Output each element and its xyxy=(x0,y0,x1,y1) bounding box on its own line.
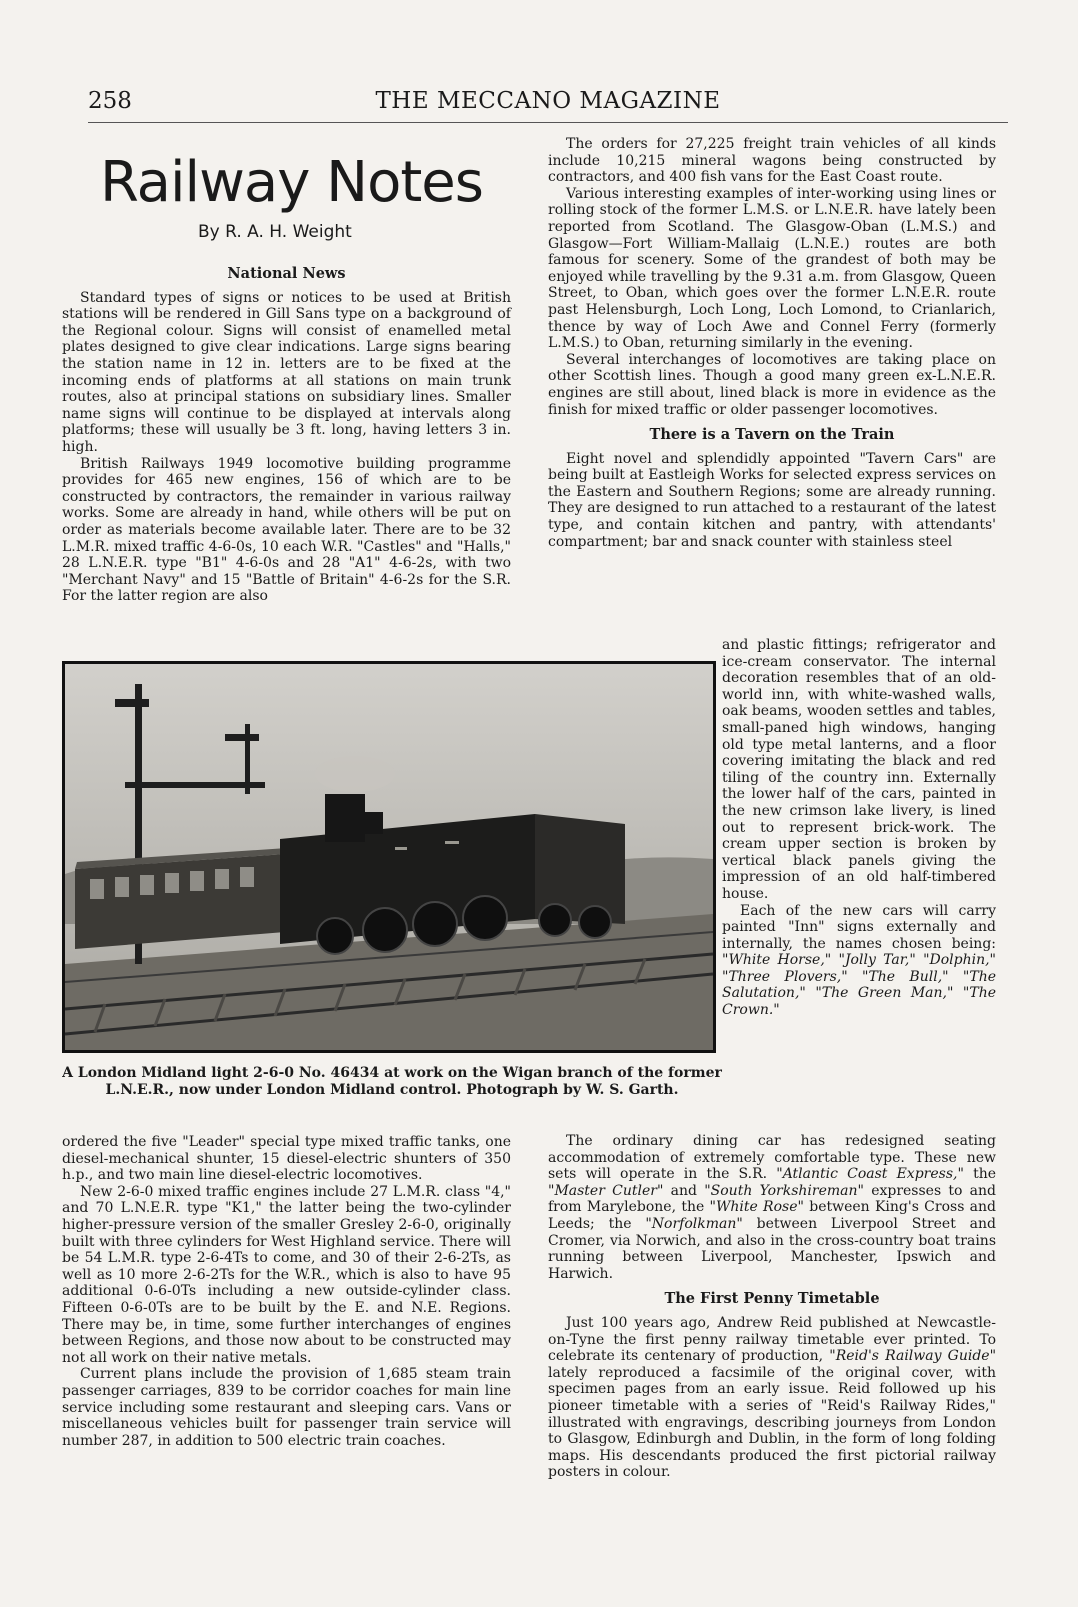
train-name: "Atlantic Coast Express," xyxy=(776,1166,964,1183)
paragraph: and plastic fittings; refrigerator and ice-cream conservator. The internal decoration resembles that of an old-world inn, with white-washed walls, oak beams, wooden settles and tables, small-paned high windows, hanging old type metal lanterns, and a floor covering imitating the black and red tiling of the country inn. Externally the lower half of the cars, painted in the new crimson lake livery, is lined out to represent brick-work. The cream upper section is broken by vertical black panels giving the impression of an old half-timbered house. xyxy=(722,637,996,902)
paragraph xyxy=(548,1315,996,1481)
paragraph: ordered the five "Leader" special type mixed traffic tanks, one diesel-mechanical shunter, 15 diesel-electric shunters of 350 h.p., and two main line diesel-electric locomotives. xyxy=(62,1134,511,1184)
paragraph: Various interesting examples of inter-working using lines or rolling stock of the former L.M.S. or L.N.E.R. have lately been reported from Scotland. The Glasgow-Oban (L.M.S.) and Glasgow—Fort William-Mallaig (L.N.E.) routes are both famous for scenery. Some of the grandest of both may be enjoyed while travelling by the 9.31 a.m. from Glasgow, Queen Street, to Oban, which goes over the former L.N.E.R. route past Helensburgh, Loch Long, Loch Lomond, to Crianlarich, thence by way of Loch Awe and Connel Ferry (formerly L.M.S.) to Oban, returning similarly in the evening. xyxy=(548,185,996,352)
guide-name: "Reid's Railway Guide" xyxy=(829,1348,997,1365)
section-heading-penny-timetable: The First Penny Timetable xyxy=(664,1290,880,1308)
text-run: lately reproduced a facsimile of the original cover, with specimen pages from an early issue. Reid followed up his pioneer timetable with a series of "Reid's Railway Rides," illustrated with engravings, describing journeys from London to Glasgow, Edinburgh and Dublin, in the form of long folding maps. His descendants produced the first pictorial railway posters in colour. xyxy=(548,1364,996,1481)
inn-names: "Jolly Tar," "Dolphin," "Three Plovers," "The Bull," "The Salutation," "The Green Man," "The Crown." xyxy=(722,952,996,1019)
page-header xyxy=(88,88,1008,122)
page-number: 258 xyxy=(88,88,132,114)
column-2-bottom xyxy=(548,1133,996,1481)
paragraph: New 2-6-0 mixed traffic engines include 27 L.M.R. class "4," and 70 L.N.E.R. type "K1," the latter being the two-cylinder higher-pressure version of the smaller Gresley 2-6-0, originally built with three cylinders for West Highland service. There will be 54 L.M.R. type 2-6-4Ts to come, and 30 of their 2-6-2Ts, as well as 10 more 2-6-2Ts for the W.R., which is also to have 95 additional 0-6-0Ts including a new outside-cylinder class. Fifteen 0-6-0Ts are to be built by the E. and N.E. Regions. There may be, in time, some further interchanges of engines between Regions, and those now about to be constructed may not all work on their native metals. xyxy=(62,1183,511,1366)
text-run: and xyxy=(663,1182,705,1199)
inn-name: "White Horse," xyxy=(722,952,832,969)
paragraph: Standard types of signs or notices to be used at British stations will be rendered in Gill Sans type on a background of the Regional colour. Signs will consist of enamelled metal plates designed to give clear indications. Large signs bearing the station name in 12 in. letters are to be fixed at the incoming ends of platforms at all stations on main trunk routes, also at principal stations on subsidiary lines. Smaller name signs will continue to be displayed at intervals along platforms; these will usually be 3 ft. long, having letters 3 in. high. xyxy=(62,289,511,455)
text-run: The ordinary dining car has redesigned seating accommodation of extremely comfortable type. These new sets will operate in the S.R. xyxy=(548,1133,996,1183)
column-1-top xyxy=(62,257,511,605)
paragraph: The orders for 27,225 freight train vehicles of all kinds include 10,215 mineral wagons being constructed by contractors, and 400 fish vans for the East Coast route. xyxy=(548,136,996,186)
train-name: "White Rose" xyxy=(709,1199,804,1216)
magazine-title: THE MECCANO MAGAZINE xyxy=(375,88,721,114)
photo-caption: A London Midland light 2-6-0 No. 46434 at work on the Wigan branch of the former L.N.E.R., now under London Midland control. Photograph by W. S. Garth. xyxy=(62,1065,722,1098)
text-run: Each of the new cars will carry painted "Inn" signs externally and internally, the names chosen being: xyxy=(722,902,996,952)
section-heading-tavern: There is a Tavern on the Train xyxy=(649,426,895,444)
locomotive-photograph xyxy=(62,661,716,1053)
paragraph xyxy=(548,1133,996,1282)
column-2-middle xyxy=(722,637,996,1019)
text-run: between King's Cross and Leeds; the xyxy=(548,1199,996,1232)
paragraph: Current plans include the provision of 1,685 steam train passenger carriages, 839 to be corridor coaches for main line service including some restaurant and sleeping cars. Vans or miscellaneous vehicles built for passenger train service will number 287, in addition to 500 electric train coaches. xyxy=(62,1366,511,1449)
text-run: the xyxy=(963,1166,996,1183)
text-run: between Liverpool Street and Cromer, via Norwich, and also in the cross-country boat trains running between Liverpool, Manchester, Ipswich and Harwich. xyxy=(548,1215,996,1282)
article-byline: By R. A. H. Weight xyxy=(198,222,352,242)
column-2-top xyxy=(548,136,996,550)
paragraph: British Railways 1949 locomotive building programme provides for 465 new engines, 156 of which are to be constructed by contractors, the remainder in various railway works. Some are already in hand, while others will be put on order as materials become available later. There are to be 32 L.M.R. mixed traffic 4-6-0s, 10 each W.R. "Castles" and "Halls," 28 L.N.E.R. type "B1" 4-6-0s and 28 "A1" 4-6-2s, with two "Merchant Navy" and 15 "Battle of Britain" 4-6-2s for the S.R. For the latter region are also xyxy=(62,455,511,605)
paragraph xyxy=(722,903,996,1019)
train-name: "Master Cutler" xyxy=(548,1182,664,1199)
train-name: "Norfolkman" xyxy=(645,1215,743,1232)
header-rule xyxy=(88,122,1008,123)
paragraph: Several interchanges of locomotives are taking place on other Scottish lines. Though a good many green ex-L.N.E.R. engines are still about, lined black is more in evidence as the finish for mixed traffic or older passenger locomotives. xyxy=(548,351,996,418)
article-title: Railway Notes xyxy=(100,150,483,215)
locomotive-photo-illustration xyxy=(65,664,713,1050)
section-heading-national-news: National News xyxy=(227,265,346,282)
column-1-bottom xyxy=(62,1134,511,1449)
text-run: Just 100 years ago, Andrew Reid published at Newcastle-on-Tyne the first penny railway timetable ever printed. To celebrate its centenary of production, xyxy=(548,1314,996,1365)
text-run: expresses to and from Marylebone, the xyxy=(548,1182,997,1216)
paragraph: Eight novel and splendidly appointed "Tavern Cars" are being built at Eastleigh Works for selected express services on the Eastern and Southern Regions; some are already running. They are designed to run attached to a restaurant of the latest type, and contain kitchen and pantry, with attendants' compartment; bar and snack counter with stainless steel xyxy=(548,450,996,550)
train-name: "South Yorkshireman" xyxy=(704,1182,864,1199)
